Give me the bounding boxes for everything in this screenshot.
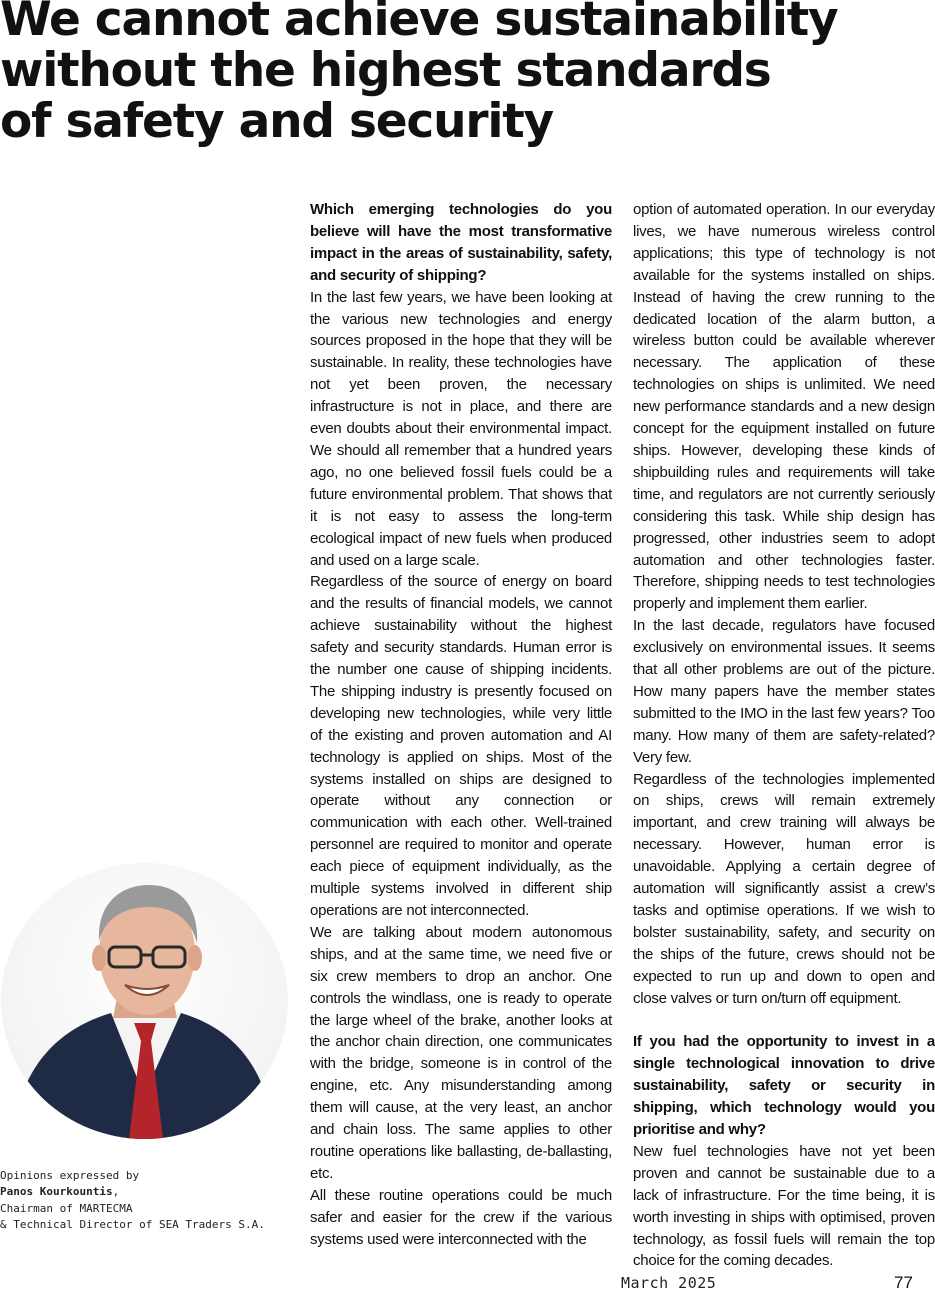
page-number: 77 [894,1273,913,1292]
paragraph: In the last few years, we have been looking at the various new technologies and energy sources proposed in the hope that they will be sustainable. In reality, these technologies have not yet been proven, the necessary infrastructure is not in place, and there are even doubts about their environmental impact. We should all remember that a hundred years ago, no one believed fossil fuels could be a future environmental problem. That shows that it is not easy to assess the long-term ecological impact of new fuels when produced and used on a large scale. [310,288,612,569]
author-name: Panos Kourkountis [0,1185,113,1199]
paragraph: In the last decade, regulators have focused exclusively on environmental issues. It seems that all other problems are out of the picture. How many papers have the member states submitted to the IMO in the last few years? Too many. How many of them are safety-related? Very few. [633,617,935,766]
paragraph: option of automated operation. In our everyday lives, we have numerous wireless control applications; this type of technology is not available for the systems installed on ships. Instead of having the crew running to the dedicated location of the alarm button, a wireless button could be available wherever necessary. The application of these technologies on ships is unlimited. We need new performance standards and a new design concept for the equipment installed on future ships. However, developing these kinds of shipbuilding rules and requirements will take time, and regulators are not currently seriously considering this task. While ship design has progressed, other industries seem to adopt automation and other technologies faster. Therefore, shipping needs to test technologies properly and implement them earlier. [633,201,935,613]
article-headline [0,0,935,147]
caption-line: & Technical Director of SEA Traders S.A. [0,1218,265,1232]
headline-line-2: without the highest standards [0,43,771,98]
author-name-suffix: , [112,1185,120,1199]
paragraph: All these routine operations could be much safer and easier for the crew if the various systems used were interconnected with the [310,1186,612,1248]
article-column-left [310,199,612,1251]
interview-question-1: Which emerging technologies do you believe will have the most transformative impact in the areas of sustainability, safety, and security of shipping? [310,201,612,284]
paragraph: New fuel technologies have not yet been proven and cannot be sustainable due to a lack of infrastructure. For the time being, it is worth investing in ships with optimised, proven technology, as fossil fuels will remain the top choice for the coming decades. [633,1142,935,1270]
caption-name-line [0,1184,290,1200]
author-portrait [1,863,288,1139]
issue-date: March 2025 [621,1274,717,1292]
headline-line-3: of safety and security [0,94,553,149]
caption-line: Opinions expressed by [0,1169,140,1182]
paragraph: Regardless of the technologies implemented on ships, crews will remain extremely important, and crew training will always be necessary. However, human error is unavoidable. Applying a certain degree of automation will significantly assist a crew’s tasks and optimise operations. If we wish to bolster sustainability, safety, and security on the ships of the future, crews should not be expected to run up and down to open and close valves or turn on/turn off equipment. [633,770,935,1007]
portrait-illustration [1,863,288,1139]
headline-line-1: We cannot achieve sustainability [0,0,838,47]
caption-line: Chairman of MARTECMA [0,1201,133,1215]
article-column-right [633,199,935,1272]
paragraph: Regardless of the source of energy on board and the results of financial models, we cannot achieve sustainability without the highest safety and security standards. Human error is the number one cause of shipping incidents. The shipping industry is presently focused on developing new technologies, while very little of the existing and proven automation and AI technology is applied on ships. Most of the systems installed on ships are designed to operate without any connection or communication with each other. Well-trained personnel are required to monitor and operate each piece of equipment individually, as the multiple systems involved in different ship operations are not interconnected. [310,573,612,919]
paragraph: We are talking about modern autonomous ships, and at the same time, we need five or six crew members to drop an anchor. One controls the windlass, one is ready to operate the large wheel of the brake, another looks at the anchor chain direction, one communicates with the bridge, someone is in control of the engine, etc. Any misunderstanding among them will cause, at the very least, an anchor and chain loss. The same applies to other routine operations like ballasting, de-ballasting, etc. [310,923,612,1182]
interview-question-2: If you had the opportunity to invest in a single technological innovation to drive sustainability, safety or security in shipping, which technology would you prioritise and why? [633,1033,935,1139]
author-caption [0,1168,290,1234]
